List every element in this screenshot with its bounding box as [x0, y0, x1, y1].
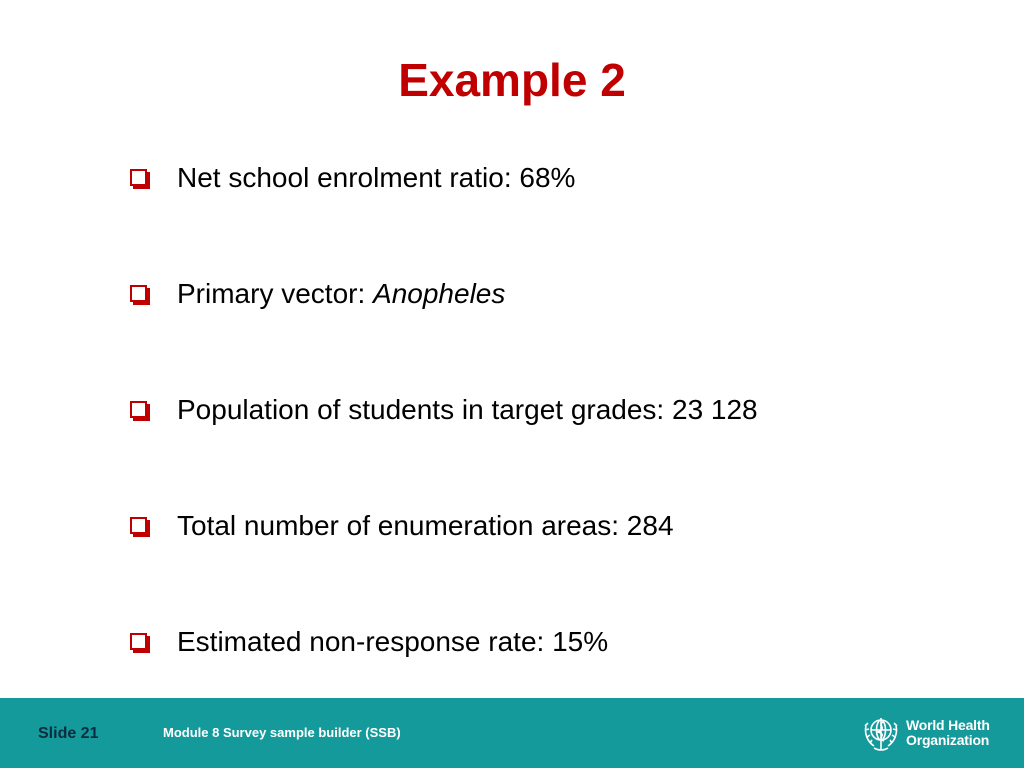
footer-bar	[0, 698, 1024, 768]
bullet-item	[130, 390, 758, 430]
bullet-text: Primary vector:	[177, 278, 374, 309]
slide-title: Example 2	[398, 54, 626, 106]
checkbox-bullet-icon	[130, 169, 147, 186]
logo-line-1: World Health	[906, 717, 990, 733]
who-emblem-icon	[860, 710, 902, 756]
bullet-item	[130, 622, 608, 662]
bullet-item	[130, 158, 575, 198]
bullet-text: Population of students in target grades: 23 128	[177, 394, 758, 425]
bullet-text: Total number of enumeration areas: 284	[177, 510, 674, 541]
bullet-text: Estimated non-response rate: 15%	[177, 626, 609, 657]
module-caption: Module 8 Survey sample builder (SSB)	[163, 725, 401, 740]
bullet-item	[130, 506, 674, 546]
who-logo	[860, 710, 1010, 756]
logo-line-2: Organization	[906, 732, 990, 748]
bullet-item	[130, 274, 505, 314]
checkbox-bullet-icon	[130, 517, 147, 534]
bullet-emphasis: Anopheles	[373, 278, 506, 309]
checkbox-bullet-icon	[130, 285, 147, 302]
checkbox-bullet-icon	[130, 633, 147, 650]
checkbox-bullet-icon	[130, 401, 147, 418]
bullet-text: Net school enrolment ratio: 68%	[177, 162, 576, 193]
slide-number: Slide 21	[38, 725, 99, 742]
